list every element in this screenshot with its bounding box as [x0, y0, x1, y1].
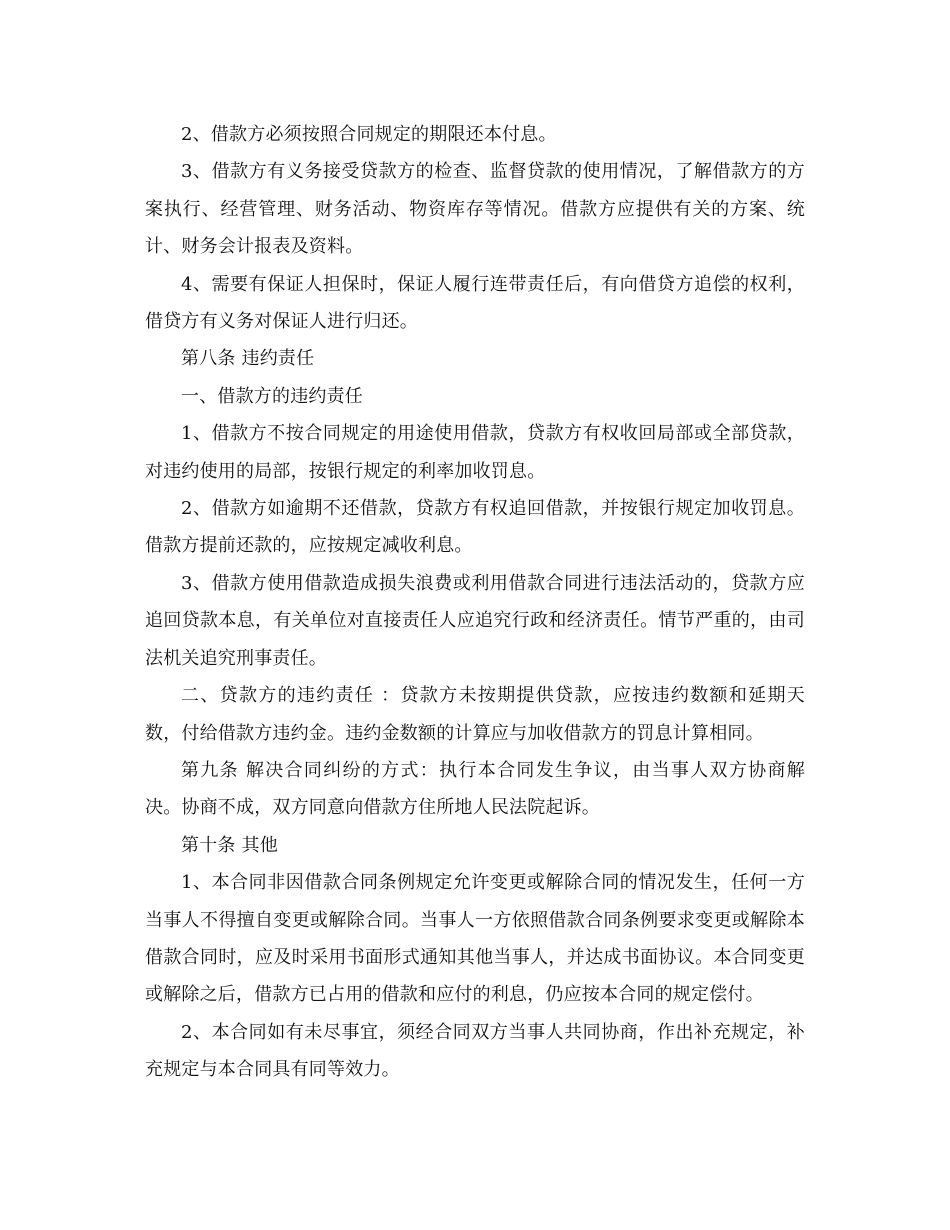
- article-heading: 第八条 违约责任: [181, 348, 315, 370]
- section-heading: 一、借款方的违约责任: [181, 385, 363, 407]
- clause-paragraph: 2、本合同如有未尽事宜，须经合同双方当事人共同协商，作出补充规定，补充规定与本合同具有同等效力。: [145, 1021, 805, 1081]
- clause-paragraph: 第九条 解决合同纠纷的方式：执行本合同发生争议，由当事人双方协商解决。协商不成，双方同意向借款方住所地人民法院起诉。: [145, 759, 805, 819]
- clause-paragraph: 3、借款方有义务接受贷款方的检查、监督贷款的使用情况，了解借款方的方案执行、经营管理、财务活动、物资库存等情况。借款方应提供有关的方案、统计、财务会计报表及资料。: [145, 161, 805, 258]
- clause-paragraph: 2、借款方如逾期不还借款，贷款方有权追回借款，并按银行规定加收罚息。借款方提前还款的，应按规定减收利息。: [145, 498, 805, 557]
- clause-paragraph: 2、借款方必须按照合同规定的期限还本付息。: [181, 124, 557, 145]
- clause-paragraph: 3、借款方使用借款造成损失浪费或利用借款合同进行违法活动的，贷款方应追回贷款本息，有关单位对直接责任人应追究行政和经济责任。情节严重的，由司法机关追究刑事责任。: [145, 572, 805, 669]
- clause-paragraph: 1、借款方不按合同规定的用途使用借款，贷款方有权收回局部或全部贷款，对违约使用的局部，按银行规定的利率加收罚息。: [145, 423, 805, 482]
- article-heading: 第十条 其他: [181, 834, 278, 856]
- clause-paragraph: 4、需要有保证人担保时，保证人履行连带责任后，有向借贷方追偿的权利，借贷方有义务对保证人进行归还。: [145, 273, 805, 333]
- clause-paragraph: 二、贷款方的违约责任 ：贷款方未按期提供贷款，应按违约数额和延期天数，付给借款方违约金。违约金数额的计算应与加收借款方的罚息计算相同。: [145, 685, 805, 744]
- document-body: [145, 116, 805, 1089]
- clause-paragraph: 1、本合同非因借款合同条例规定允许变更或解除合同的情况发生，任何一方当事人不得擅自变更或解除合同。当事人一方依照借款合同条例要求变更或解除本借款合同时，应及时采用书面形式通知其他当事人，并达成书面协议。本合同变更或解除之后，借款方已占用的借款和应付的利息，仍应按本合同的规定偿付。: [145, 872, 805, 1006]
